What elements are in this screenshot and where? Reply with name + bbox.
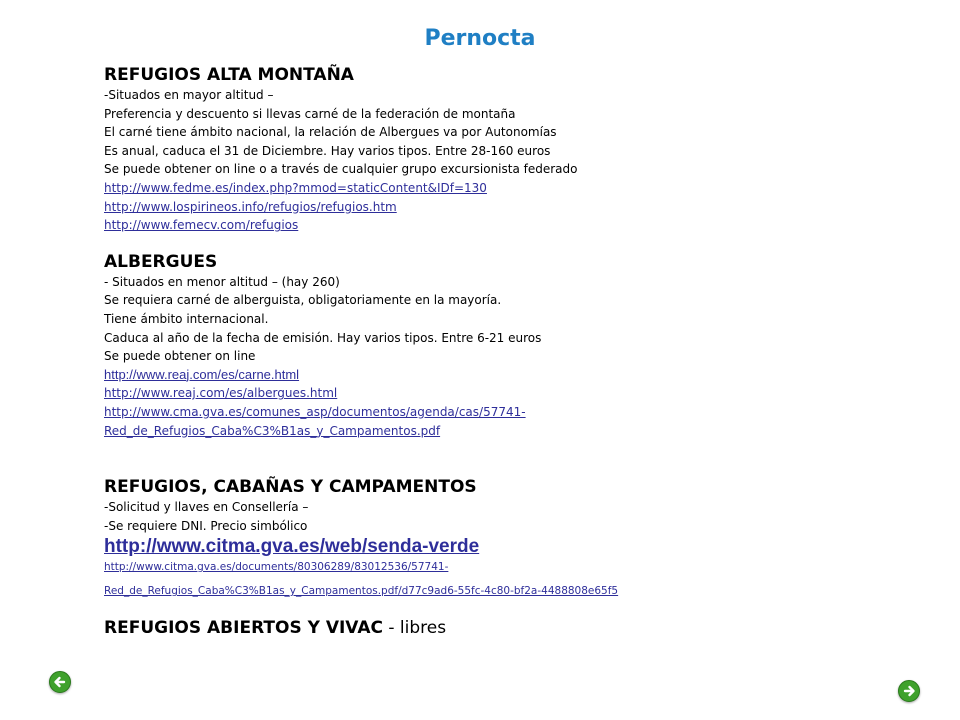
- text-line: -Situados en mayor altitud –: [104, 88, 274, 102]
- previous-slide-button[interactable]: [49, 671, 71, 693]
- link-senda-verde[interactable]: http://www.citma.gva.es/web/senda-verde: [104, 536, 480, 558]
- link-citma-documents-continued[interactable]: Red_de_Refugios_Caba%C3%B1as_y_Campamentos.pdf/d77c9ad6-55fc-4c80-bf2a-4488808e65f5: [104, 585, 619, 598]
- section-heading-refugios-abiertos: [104, 617, 924, 639]
- text-line: - Situados en menor altitud – (hay 260): [104, 274, 340, 289]
- next-slide-button[interactable]: [898, 680, 920, 702]
- page-title: Pernocta: [424, 26, 536, 51]
- link-cma-gva-continued[interactable]: Red_de_Refugios_Caba%C3%B1as_y_Campamentos.pdf: [104, 423, 441, 438]
- section-heading-albergues: ALBERGUES: [104, 251, 218, 272]
- link-cma-gva[interactable]: http://www.cma.gva.es/comunes_asp/documentos/agenda/cas/57741-: [104, 404, 526, 419]
- text-line: Se puede obtener on line: [104, 349, 256, 364]
- text-line: El carné tiene ámbito nacional, la relación de Albergues va por Autonomías: [104, 125, 557, 140]
- text-line: Se puede obtener on line o a través de cualquier grupo excursionista federado: [104, 162, 578, 177]
- link-citma-documents[interactable]: http://www.citma.gva.es/documents/80306289/83012536/57741-: [104, 561, 449, 574]
- arrow-right-icon: [899, 681, 919, 701]
- refugios-abiertos-suffix: - libres: [382, 618, 447, 639]
- refugios-abiertos-bold: REFUGIOS ABIERTOS Y VIVAC: [104, 618, 383, 639]
- text-line: Es anual, caduca el 31 de Diciembre. Hay varios tipos. Entre 28-160 euros: [104, 143, 551, 158]
- text-line: Tiene ámbito internacional.: [104, 311, 269, 326]
- text-line: Se requiera carné de alberguista, obligatoriamente en la mayoría.: [104, 293, 502, 308]
- arrow-left-icon: [50, 672, 70, 692]
- section-heading-refugios-cabanas: REFUGIOS, CABAÑAS Y CAMPAMENTOS: [104, 477, 477, 498]
- link-lospirineos[interactable]: http://www.lospirineos.info/refugios/refugios.htm: [104, 199, 397, 214]
- text-line: Caduca al año de la fecha de emisión. Hay varios tipos. Entre 6-21 euros: [104, 330, 542, 345]
- content-body: [104, 64, 924, 639]
- link-reaj-albergues[interactable]: http://www.reaj.com/es/albergues.html: [104, 386, 338, 401]
- section-heading-refugios-alta: REFUGIOS ALTA MONTAÑA: [104, 65, 354, 85]
- link-femecv[interactable]: http://www.femecv.com/refugios: [104, 218, 299, 233]
- text-line: -Solicitud y llaves en Consellería –: [104, 500, 309, 515]
- text-line: -Se requiere DNI. Precio simbólico: [104, 518, 308, 533]
- text-line: Preferencia y descuento si llevas carné de la federación de montaña: [104, 106, 516, 121]
- link-fedme[interactable]: http://www.fedme.es/index.php?mmod=staticContent&IDf=130: [104, 180, 487, 195]
- link-reaj-carne[interactable]: http://www.reaj.com/es/carne.html: [104, 366, 300, 382]
